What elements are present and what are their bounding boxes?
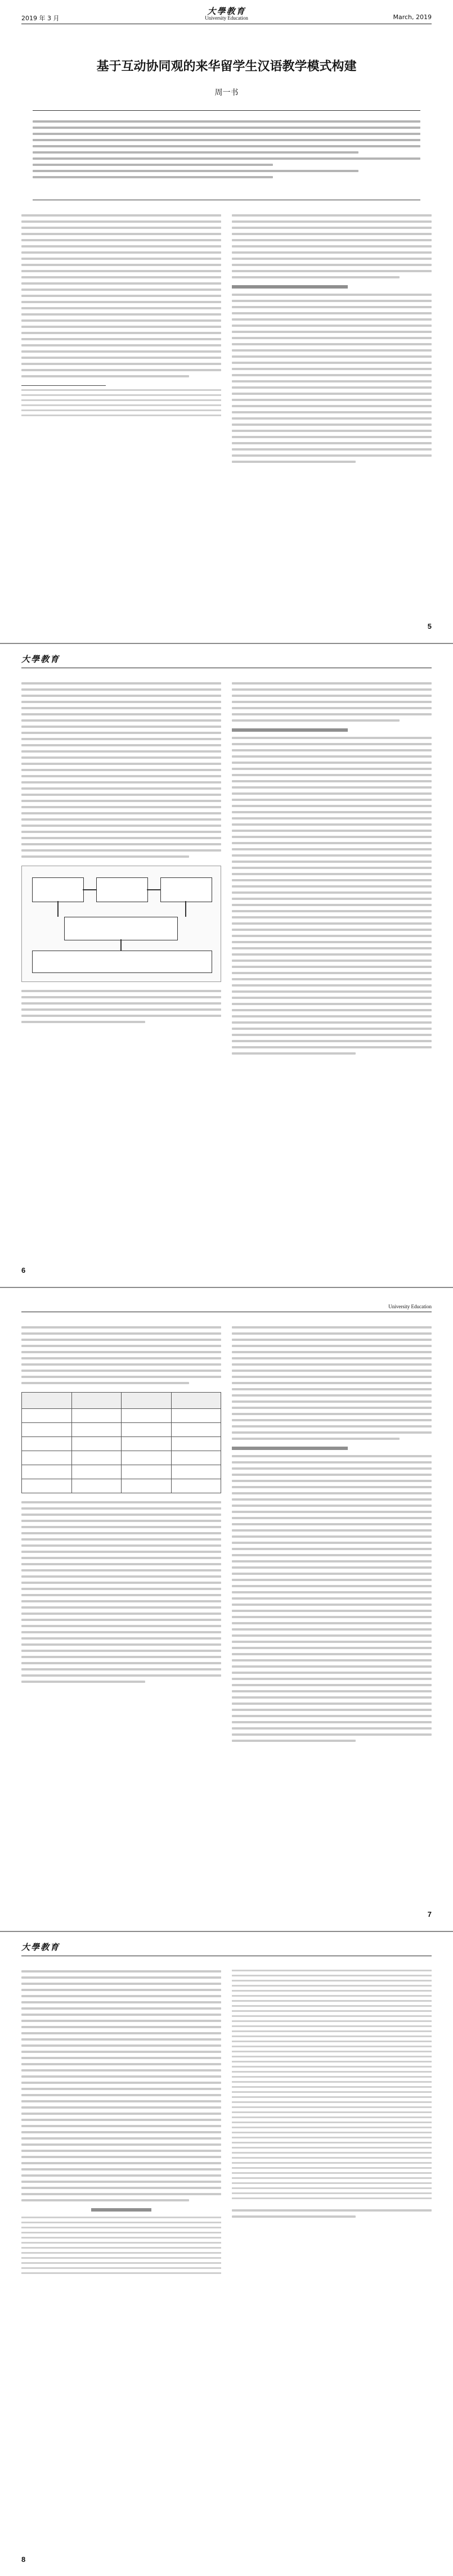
- journal-brand: [205, 8, 248, 21]
- page-1: [0, 0, 453, 643]
- body-column-left: [21, 678, 221, 1059]
- header-month: March, 2019: [393, 13, 432, 21]
- journal-logo: 大學教育: [207, 6, 246, 16]
- page-header: [21, 1939, 432, 1956]
- page-number: 7: [427, 1910, 432, 1919]
- section-heading: [232, 285, 348, 289]
- journal-english-name: University Education: [205, 15, 248, 21]
- journal-english-name: University Education: [388, 1304, 432, 1309]
- article-title: 基于互动协同观的来华留学生汉语教学模式构建: [96, 60, 357, 74]
- section-heading: [232, 728, 348, 732]
- body-column-left: [21, 210, 221, 467]
- header-issue: 2019 年 3 月: [21, 15, 60, 22]
- body-columns: [21, 210, 432, 467]
- page-2: [0, 644, 453, 1287]
- body-columns: [21, 1322, 432, 1746]
- page-header: [21, 1295, 432, 1312]
- article-author: 周一书: [214, 88, 239, 97]
- page-4: [0, 1932, 453, 2576]
- figure-diagram: [21, 866, 221, 982]
- body-columns: [21, 1966, 432, 2277]
- body-columns: [21, 678, 432, 1059]
- journal-logo: 大學教育: [21, 654, 60, 664]
- page-number: 6: [21, 1266, 26, 1275]
- abstract-block: [33, 110, 420, 200]
- page-number: 8: [21, 2555, 26, 2564]
- references-heading: [91, 2208, 151, 2212]
- section-heading: [232, 1447, 348, 1450]
- body-column-right: [232, 678, 432, 1059]
- body-column-right: [232, 1322, 432, 1746]
- body-column-right: [232, 1966, 432, 2277]
- page-header: [21, 651, 432, 668]
- page-3: [0, 1288, 453, 1931]
- body-column-left: [21, 1966, 221, 2277]
- page-number: 5: [427, 622, 432, 631]
- page-header: [21, 7, 432, 24]
- journal-logo: 大學教育: [21, 1942, 60, 1952]
- table: [21, 1392, 221, 1493]
- body-column-left: [21, 1322, 221, 1746]
- body-column-right: [232, 210, 432, 467]
